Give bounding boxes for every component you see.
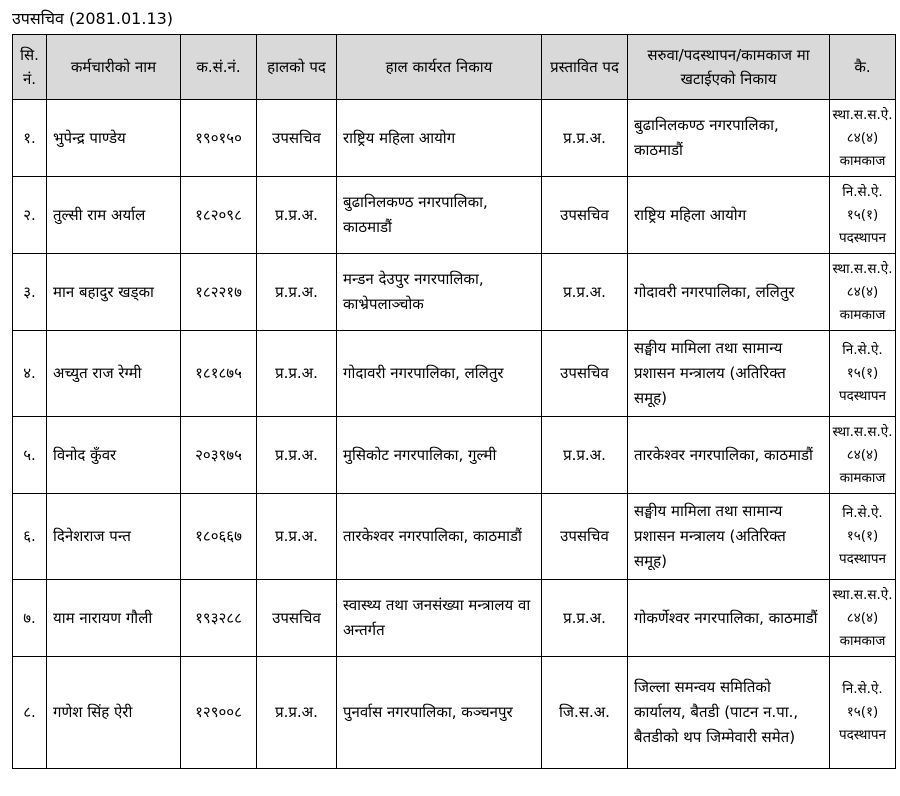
cell-sn: १. — [13, 100, 47, 177]
remarks-rule: नि.से.ऐ. — [842, 681, 883, 697]
cell-new-office: सङ्घीय मामिला तथा सामान्य प्रशासन मन्त्रालय (अतिरिक्त समूह) — [628, 331, 830, 417]
remarks-type: कामकाज — [839, 306, 886, 323]
cell-proposed-post: जि.स.अ. — [542, 657, 628, 769]
cell-name: मान बहादुर खड्का — [47, 254, 181, 331]
cell-ksn: १८२२१७ — [181, 254, 257, 331]
cell-name: याम नारायण गौली — [47, 580, 181, 657]
header-remarks: कै. — [830, 35, 896, 100]
cell-remarks — [830, 417, 896, 494]
remarks-rule: नि.से.ऐ. — [842, 505, 883, 521]
cell-current-office: गोदावरी नगरपालिका, ललितुर — [337, 331, 542, 417]
cell-current-office: बुढानिलकण्ठ नगरपालिका, काठमाडौं — [337, 177, 542, 254]
cell-ksn: २०३९७५ — [181, 417, 257, 494]
table-row — [13, 580, 896, 657]
cell-name: तुल्सी राम अर्याल — [47, 177, 181, 254]
table-row — [13, 417, 896, 494]
cell-current-post: प्र.प्र.अ. — [257, 657, 337, 769]
header-current-office: हाल कार्यरत निकाय — [337, 35, 542, 100]
transfer-table — [12, 34, 896, 769]
remarks-section: ८४(४) — [846, 609, 879, 626]
cell-current-post: प्र.प्र.अ. — [257, 254, 337, 331]
remarks-section: ८४(४) — [846, 283, 879, 300]
cell-ksn: १८१८७५ — [181, 331, 257, 417]
remarks-type: पदस्थापन — [838, 388, 887, 404]
cell-current-office: मन्डन देउपुर नगरपालिका, काभ्रेपलाञ्चोक — [337, 254, 542, 331]
cell-proposed-post: प्र.प्र.अ. — [542, 100, 628, 177]
cell-sn: २. — [13, 177, 47, 254]
remarks-rule: स्था.स.स.ऐ. — [832, 106, 893, 123]
cell-current-post: प्र.प्र.अ. — [257, 331, 337, 417]
cell-sn: ६. — [13, 494, 47, 580]
cell-remarks — [830, 331, 896, 417]
cell-current-office: राष्ट्रिय महिला आयोग — [337, 100, 542, 177]
cell-proposed-post: प्र.प्र.अ. — [542, 580, 628, 657]
cell-current-office: तारकेश्वर नगरपालिका, काठमाडौं — [337, 494, 542, 580]
table-row — [13, 254, 896, 331]
cell-sn: ३. — [13, 254, 47, 331]
header-proposed-post: प्रस्तावित पद — [542, 35, 628, 100]
cell-proposed-post: प्र.प्र.अ. — [542, 254, 628, 331]
cell-name: अच्युत राज रेग्मी — [47, 331, 181, 417]
cell-new-office: बुढानिलकण्ठ नगरपालिका, काठमाडौं — [628, 100, 830, 177]
cell-ksn: १९०१५० — [181, 100, 257, 177]
header-sn: सि. नं. — [13, 35, 47, 100]
remarks-section: १५(१) — [846, 206, 879, 223]
cell-sn: ४. — [13, 331, 47, 417]
remarks-rule: नि.से.ऐ. — [842, 342, 883, 358]
header-ksn: क.सं.नं. — [181, 35, 257, 100]
cell-remarks — [830, 494, 896, 580]
remarks-rule: स्था.स.स.ऐ. — [832, 586, 893, 603]
remarks-type: पदस्थापन — [838, 551, 887, 567]
cell-proposed-post: प्र.प्र.अ. — [542, 417, 628, 494]
cell-current-post: प्र.प्र.अ. — [257, 494, 337, 580]
remarks-rule: स्था.स.स.ऐ. — [832, 423, 893, 440]
cell-sn: ८. — [13, 657, 47, 769]
cell-name: भुपेन्द्र पाण्डेय — [47, 100, 181, 177]
cell-new-office: तारकेश्वर नगरपालिका, काठमाडौं — [628, 417, 830, 494]
remarks-rule: नि.से.ऐ. — [842, 183, 883, 200]
cell-ksn: १९३२८८ — [181, 580, 257, 657]
cell-name: गणेश सिंह ऐरी — [47, 657, 181, 769]
remarks-rule: स्था.स.स.ऐ. — [832, 260, 893, 277]
table-row — [13, 177, 896, 254]
remarks-type: कामकाज — [839, 152, 886, 169]
cell-remarks — [830, 657, 896, 769]
cell-sn: ५. — [13, 417, 47, 494]
cell-name: दिनेशराज पन्त — [47, 494, 181, 580]
cell-current-post: प्र.प्र.अ. — [257, 177, 337, 254]
cell-new-office: राष्ट्रिय महिला आयोग — [628, 177, 830, 254]
remarks-type: पदस्थापन — [838, 229, 887, 246]
cell-new-office: गोदावरी नगरपालिका, ललितुर — [628, 254, 830, 331]
table-header-row — [13, 35, 896, 100]
cell-proposed-post: उपसचिव — [542, 494, 628, 580]
remarks-section: १५(१) — [846, 528, 879, 544]
header-new-office: सरुवा/पदस्थापन/कामकाज मा खटाईएको निकाय — [628, 35, 830, 100]
cell-ksn: १८०६६७ — [181, 494, 257, 580]
cell-sn: ७. — [13, 580, 47, 657]
document-title: उपसचिव (2081.01.13) — [12, 9, 174, 28]
remarks-section: ८४(४) — [846, 129, 879, 146]
cell-ksn: १२९००८ — [181, 657, 257, 769]
table-row — [13, 331, 896, 417]
cell-remarks — [830, 580, 896, 657]
cell-new-office: गोकर्णेश्वर नगरपालिका, काठमाडौं — [628, 580, 830, 657]
table-row — [13, 657, 896, 769]
cell-name: विनोद कुँवर — [47, 417, 181, 494]
cell-ksn: १८२०९८ — [181, 177, 257, 254]
table-row — [13, 100, 896, 177]
header-name: कर्मचारीको नाम — [47, 35, 181, 100]
cell-remarks — [830, 177, 896, 254]
cell-current-post: उपसचिव — [257, 580, 337, 657]
remarks-section: ८४(४) — [846, 446, 879, 463]
remarks-type: पदस्थापन — [838, 727, 887, 743]
cell-current-post: प्र.प्र.अ. — [257, 417, 337, 494]
cell-remarks — [830, 100, 896, 177]
header-current-post: हालको पद — [257, 35, 337, 100]
remarks-type: कामकाज — [839, 632, 886, 649]
cell-current-office: स्वास्थ्य तथा जनसंख्या मन्त्रालय वा अन्तर्गत — [337, 580, 542, 657]
cell-current-office: मुसिकोट नगरपालिका, गुल्मी — [337, 417, 542, 494]
remarks-section: १५(१) — [846, 365, 879, 381]
remarks-type: कामकाज — [839, 469, 886, 486]
cell-new-office: सङ्घीय मामिला तथा सामान्य प्रशासन मन्त्रालय (अतिरिक्त समूह) — [628, 494, 830, 580]
cell-current-post: उपसचिव — [257, 100, 337, 177]
cell-remarks — [830, 254, 896, 331]
cell-proposed-post: उपसचिव — [542, 177, 628, 254]
table-row — [13, 494, 896, 580]
cell-new-office: जिल्ला समन्वय समितिको कार्यालय, बैतडी (पाटन न.पा., बैतडीको थप जिम्मेवारी समेत) — [628, 657, 830, 769]
remarks-section: १५(१) — [846, 704, 879, 720]
cell-current-office: पुनर्वास नगरपालिका, कञ्चनपुर — [337, 657, 542, 769]
cell-proposed-post: उपसचिव — [542, 331, 628, 417]
